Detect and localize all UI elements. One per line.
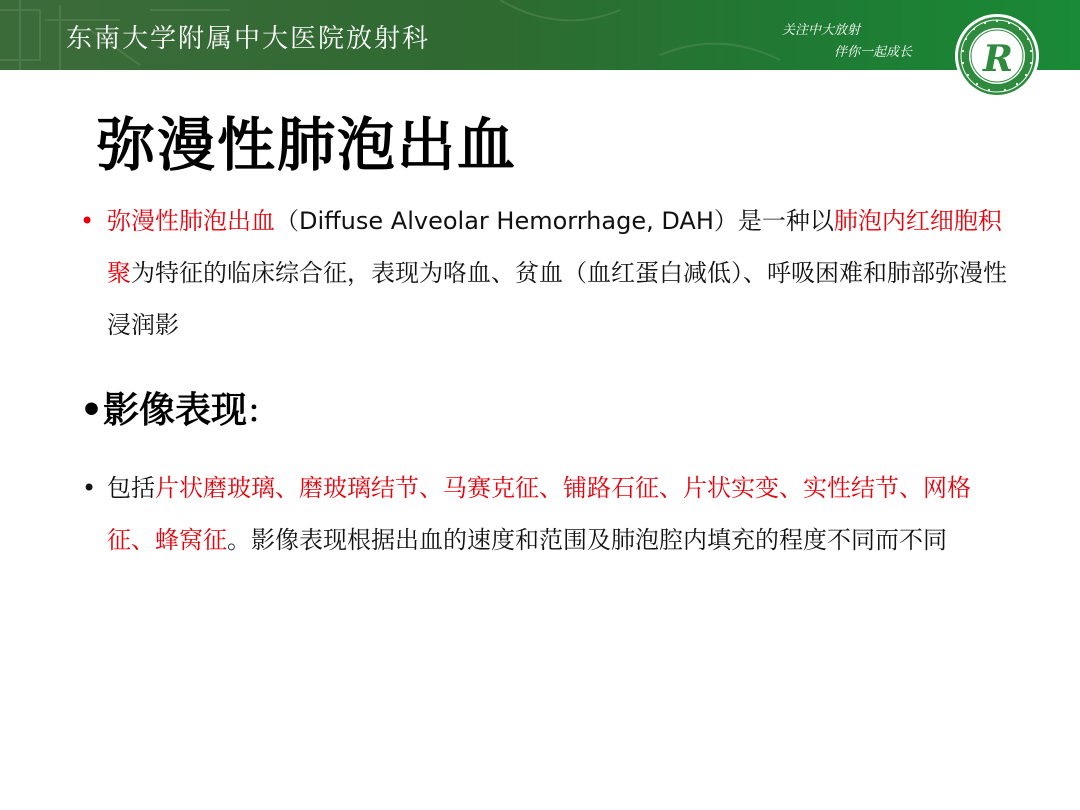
header-banner [0,0,1080,70]
imaging-prefix: 包括 [107,474,155,502]
slogan-line-2: 伴你一起成长 [833,45,912,60]
definition-paragraph [107,195,1007,351]
imaging-heading-text: 影像表现 [103,390,248,431]
imaging-findings: 片状磨玻璃、磨玻璃结节、马赛克征、铺路石征、片状实变、实性结节、网格征、蜂窝征 [107,474,971,554]
definition-term: 弥漫性肺泡出血 [107,207,275,235]
imaging-heading-colon: ： [247,395,278,430]
definition-text-1: （Diffuse Alveolar Hemorrhage, DAH）是一种以 [275,207,834,235]
imaging-bullet: • [80,390,104,431]
imaging-paragraph [107,462,1007,566]
definition-bullet: • [80,207,95,235]
definition-text-2: 为特征的临床综合征，表现为咯血、贫血（血红蛋白减低）、呼吸困难和肺部弥漫性浸润影 [107,259,1007,339]
imaging-heading [80,382,277,433]
logo-letter: R [983,38,1013,80]
imaging-suffix: 。影像表现根据出血的速度和范围及肺泡腔内填充的程度不同而不同 [227,526,947,554]
hospital-name: 东南大学附属中大医院放射科 [66,24,431,54]
slogan [782,20,912,64]
slogan-line-1: 关注中大放射 [782,23,861,38]
definition-highlight: 肺泡内红细胞积聚 [107,207,1002,287]
radiology-logo-icon [954,13,1040,99]
page-title: 弥漫性肺泡出血 [97,111,518,179]
imaging-sub-bullet: • [82,474,97,502]
